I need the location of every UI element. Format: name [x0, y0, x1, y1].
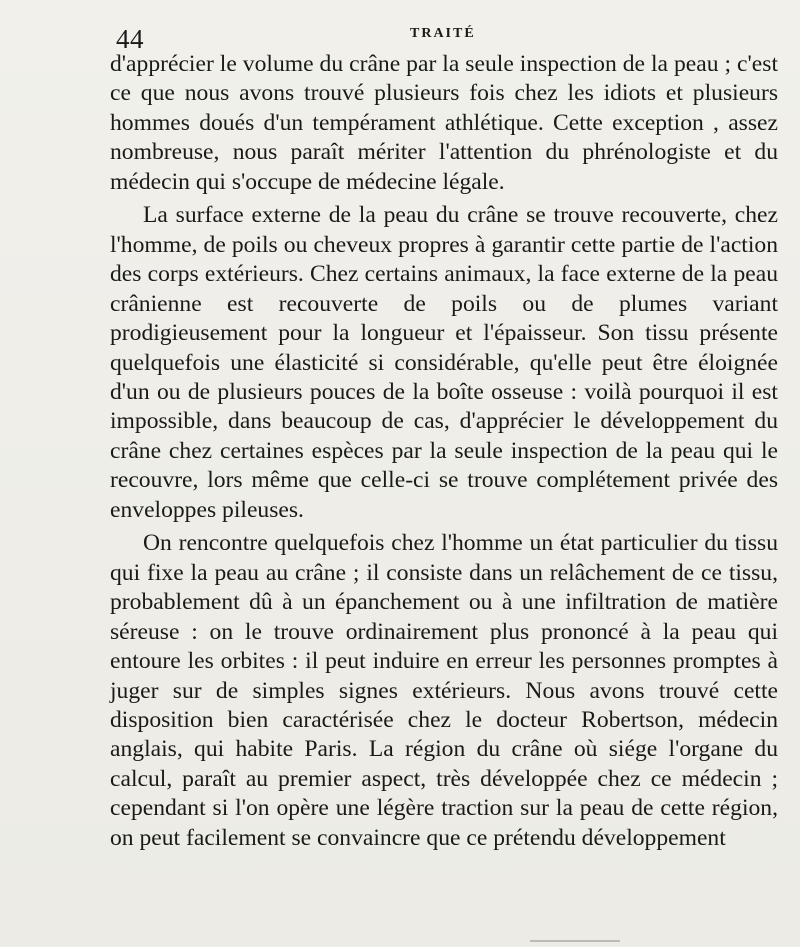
- paragraph-3: On rencontre quelquefois chez l'homme un état particulier du tissu qui fixe la peau au crâne ; il consiste dans un relâchement de ce tissu, probablement dû à un épanchement ou à une infiltration de matière séreuse : on le trouve ordinairement plus prononcé à la peau qui entoure les orbites : il peut induire en erreur les personnes promptes à juger sur de simples signes extérieurs. Nous avons trouvé cette disposition bien caractérisée chez le docteur Robertson, médecin anglais, qui habite Paris. La région du crâne où siége l'organe du calcul, paraît au premier aspect, très développée chez ce médecin ; cependant si l'on opère une légère traction sur la peau de cette région, on peut facilement se convaincre que ce prétendu développement: [110, 530, 778, 851]
- paragraph-2: La surface externe de la peau du crâne se trouve recouverte, chez l'homme, de poils ou cheveux propres à garantir cette partie de l'action des corps extérieurs. Chez certains animaux, la face externe de la peau crânienne est recouverte de poils ou de plumes variant prodigieusement pour la longueur et l'épaisseur. Son tissu présente quelquefois une élasticité si considérable, qu'elle peut être éloignée d'un ou de plusieurs pouces de la boîte osseuse : voilà pourquoi il est impossible, dans beaucoup de cas, d'apprécier le développement du crâne chez certaines espèces par la seule inspection de la peau qui le recouvre, lors même que celle-ci se trouve complétement privée des enveloppes pileuses.: [110, 202, 778, 523]
- bleed-through-mark: [530, 940, 620, 942]
- page-number: 44: [116, 24, 144, 54]
- running-head: TRAITÉ: [410, 26, 476, 41]
- paragraph-1: d'apprécier le volume du crâne par la seule inspection de la peau ; c'est ce que nous avons trouvé plusieurs fois chez les idiots et plusieurs hommes doués d'un tempérament athlétique. Cette exception , assez nombreuse, nous paraît mériter l'attention du phrénologiste et du médecin qui s'occupe de médecine légale.: [110, 51, 778, 195]
- body-text: [110, 50, 778, 853]
- page-header: [110, 22, 780, 52]
